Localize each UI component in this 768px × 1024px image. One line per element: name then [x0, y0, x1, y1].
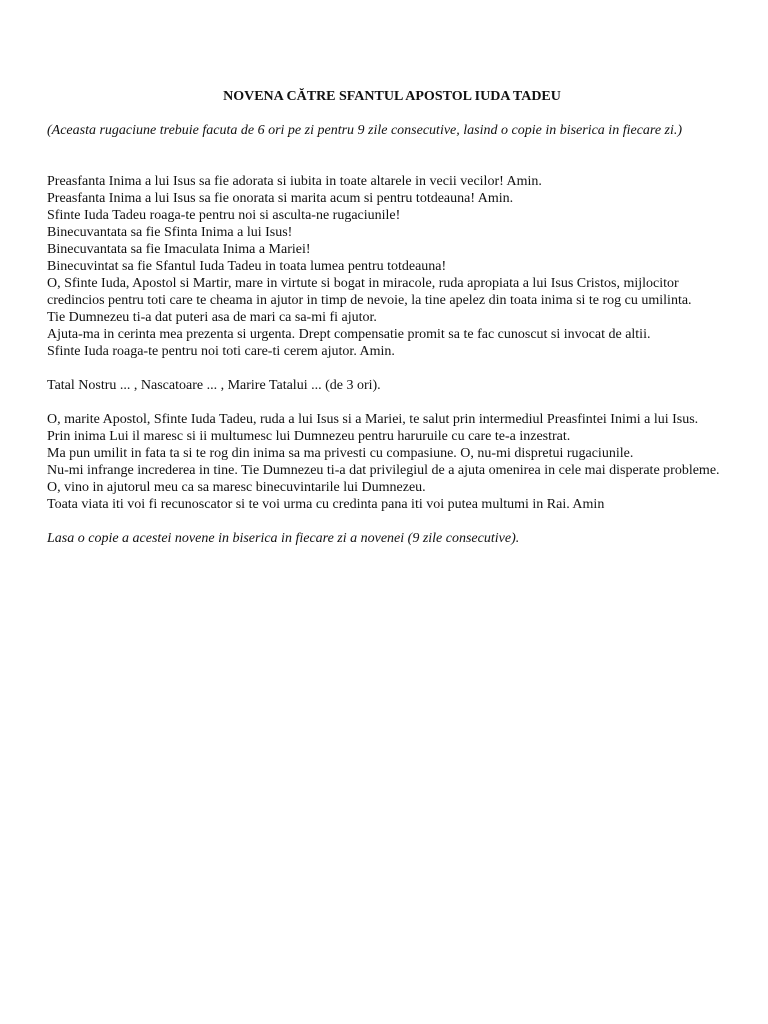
incredere-paragraph: Nu-mi infrange increderea in tine. Tie Dumnezeu ti-a dat privilegiul de a ajuta omenirea in cele mai disperate probleme. O, vino in ajutorul meu ca sa maresc binecuvintarile lui Dumnezeu.	[47, 463, 720, 495]
prayer-line: Binecuvintat sa fie Sfantul Iuda Tadeu in toata lumea pentru totdeauna!	[47, 259, 447, 274]
prayer-line: Ajuta-ma in cerinta mea prezenta si urgenta. Drept compensatie promit sa te fac cunoscut si invocat de altii.	[47, 327, 651, 342]
martyr-paragraph: O, Sfinte Iuda, Apostol si Martir, mare in virtute si bogat in miracole, ruda apropiata a lui Isus Cristos, mijlocitor credincios pentru toti care te cheama in ajutor in timp de nevoie, la tine apelez din toata inima si te rog cu umilinta.	[47, 276, 692, 308]
intro-instruction: (Aceasta rugaciune trebuie facuta de 6 ori pe zi pentru 9 zile consecutive, lasind o copie in biserica in fiecare zi.)	[47, 123, 683, 138]
prayer-line: Preasfanta Inima a lui Isus sa fie adorata si iubita in toate altarele in vecii vecilor! Amin.	[47, 174, 542, 189]
spacer	[47, 394, 723, 411]
tatal-nostru-line: Tatal Nostru ... , Nascatoare ... , Marire Tatalui ... (de 3 ori).	[47, 378, 381, 393]
prayer-line: Tie Dumnezeu ti-a dat puteri asa de mari ca sa-mi fi ajutor.	[47, 310, 377, 325]
spacer	[47, 360, 723, 377]
prayer-line: Preasfanta Inima a lui Isus sa fie onorata si marita acum si pentru totdeauna! Amin.	[47, 191, 514, 206]
compasiune-line: Ma pun umilit in fata ta si te rog din inima sa ma privesti cu compasiune. O, nu-mi dispretui rugaciunile.	[47, 446, 634, 461]
document-title: NOVENA CĂTRE SFANTUL APOSTOL IUDA TADEU	[223, 89, 561, 104]
document-page	[47, 88, 723, 547]
prayer-line: Sfinte Iuda Tadeu roaga-te pentru noi si asculta-ne rugaciunile!	[47, 208, 401, 223]
final-note: Lasa o copie a acestei novene in biserica in fiecare zi a novenei (9 zile consecutive).	[47, 531, 520, 546]
prayer-line: Binecuvantata sa fie Sfinta Inima a lui Isus!	[47, 225, 293, 240]
salut-paragraph: O, marite Apostol, Sfinte Iuda Tadeu, ruda a lui Isus si a Mariei, te salut prin intermediul Preasfintei Inimi a lui Isus. Prin inima Lui il maresc si ii multumesc lui Dumnezeu pentru haruruile cu care te-a inzestrat.	[47, 412, 699, 444]
spacer	[47, 139, 723, 173]
closing-line: Toata viata iti voi fi recunoscator si te voi urma cu credinta pana iti voi putea multumi in Rai. Amin	[47, 497, 605, 512]
prayer-line: Binecuvantata sa fie Imaculata Inima a Mariei!	[47, 242, 311, 257]
spacer	[47, 513, 723, 530]
prayer-line: Sfinte Iuda roaga-te pentru noi toti care-ti cerem ajutor. Amin.	[47, 344, 395, 359]
